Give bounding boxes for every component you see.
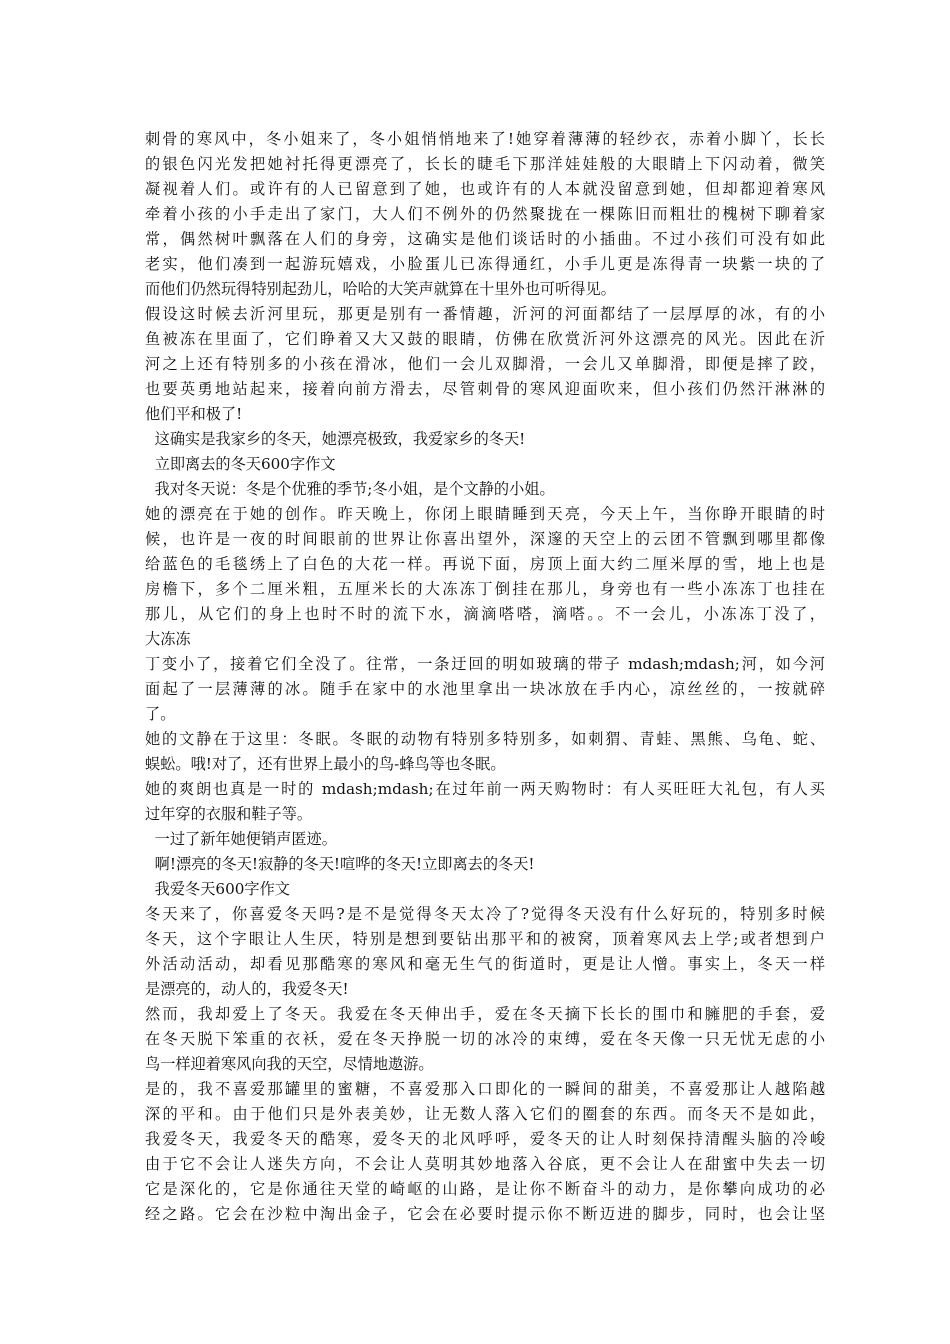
text-line: 她的文静在于这里：冬眠。冬眠的动物有特别多特别多，如刺猬、青蛙、黑熊、乌龟、蛇、	[145, 730, 825, 748]
text-line: 冬天，这个字眼让人生厌，特别是想到要钻出那平和的被窝，顶着寒风去上学;或者想到户	[145, 930, 825, 948]
text-line: 由于它不会让人迷失方向，不会让人莫明其妙地落入谷底，更不会让人在甜蜜中失去一切	[145, 1155, 825, 1173]
text-line: 丁变小了，接着它们全没了。往常，一条迂回的明如玻璃的带子 mdash;mdash;河，如今河	[145, 655, 825, 673]
text-line: 老实，他们凑到一起游玩嬉戏，小脸蛋儿已冻得通红，小手儿更是冻得青一块紫一块的了	[145, 255, 825, 273]
text-line: 它是深化的，它是你通往天堂的崎岖的山路，是让你不断奋斗的动力，是你攀向成功的必	[145, 1180, 825, 1198]
text-line: 候，也许是一夜的时间眼前的世界让你喜出望外，深邃的天空上的云团不管飘到哪里都像	[145, 530, 825, 548]
text-line: 鱼被冻在里面了，它们睁着又大又鼓的眼睛，仿佛在欣赏沂河外这漂亮的风光。因此在沂	[145, 330, 825, 348]
text-line: 蜈蚣。哦!对了，还有世界上最小的鸟-蜂鸟等也冬眠。	[145, 755, 506, 773]
text-line: 刺骨的寒风中，冬小姐来了，冬小姐悄悄地来了!她穿着薄薄的轻纱衣，赤着小脚丫，长长	[145, 130, 825, 148]
text-line: 她的爽朗也真是一时的 mdash;mdash;在过年前一两天购物时：有人买旺旺大礼包，有人买	[145, 780, 825, 798]
text-line: 我爱冬天600字作文	[145, 880, 290, 898]
text-line: 的银色闪光发把她衬托得更漂亮了，长长的睫毛下那洋娃娃般的大眼睛上下闪动着，微笑	[145, 155, 825, 173]
text-line: 在冬天脱下笨重的衣袄，爱在冬天挣脱一切的冰冷的束缚，爱在冬天像一只无忧无虑的小	[145, 1030, 825, 1048]
text-line: 是的，我不喜爱那罐里的蜜糖，不喜爱那入口即化的一瞬间的甜美，不喜爱那让人越陷越	[145, 1080, 825, 1098]
text-line: 牵着小孩的小手走出了家门，大人们不例外的仍然聚拢在一棵陈旧而粗壮的槐树下聊着家	[145, 205, 825, 223]
text-line: 立即离去的冬天600字作文	[145, 455, 336, 473]
text-line: 他们平和极了!	[145, 405, 243, 423]
text-line: 而他们仍然玩得特别起劲儿，哈哈的大笑声就算在十里外也可听得见。	[145, 280, 616, 298]
text-line: 过年穿的衣服和鞋子等。	[145, 805, 313, 823]
text-line: 了。	[145, 705, 176, 723]
text-line: 我爱冬天，我爱冬天的酷寒，爱冬天的北风呼呼，爱冬天的让人时刻保持清醒头脑的冷峻	[145, 1130, 825, 1148]
text-line: 这确实是我家乡的冬天，她漂亮极致，我爱家乡的冬天!	[145, 430, 526, 448]
text-line: 房檐下，多个二厘米粗，五厘米长的大冻冻丁倒挂在那儿，身旁也有一些小冻冻丁也挂在	[145, 580, 825, 598]
text-line: 凝视着人们。或许有的人已留意到了她，也或许有的人本就没留意到她，但却都迎着寒风	[145, 180, 825, 198]
text-line: 经之路。它会在沙粒中淘出金子，它会在必要时提示你不断迈进的脚步，同时，也会让坚	[145, 1205, 825, 1223]
text-line: 那儿，从它们的身上也时不时的流下水，滴滴嗒嗒，滴嗒。。不一会儿，小冻冻丁没了，	[145, 605, 825, 623]
text-line: 常，偶然树叶飘落在人们的身旁，这确实是他们谈话时的小插曲。不过小孩们可没有如此	[145, 230, 825, 248]
text-line: 外活动活动，却看见那酷寒的寒风和毫无生气的街道时，更是让人憎。事实上，冬天一样	[145, 955, 825, 973]
text-line: 假设这时候去沂河里玩，那更是别有一番情趣，沂河的河面都结了一层厚厚的冰，有的小	[145, 305, 825, 323]
text-line: 冬天来了，你喜爱冬天吗?是不是觉得冬天太冷了?觉得冬天没有什么好玩的，特别多时候	[145, 905, 825, 923]
text-line: 然而，我却爱上了冬天。我爱在冬天伸出手，爱在冬天摘下长长的围巾和臃肥的手套，爱	[145, 1005, 825, 1023]
text-line: 面起了一层薄薄的冰。随手在家中的水池里拿出一块冰放在手内心，凉丝丝的，一按就碎	[145, 680, 825, 698]
text-line: 一过了新年她便销声匿迹。	[145, 830, 337, 848]
text-line: 大冻冻	[145, 630, 191, 648]
text-line: 我对冬天说：冬是个优雅的季节;冬小姐，是个文静的小姐。	[145, 480, 555, 498]
text-line: 深的平和。由于他们只是外表美妙，让无数人落入它们的圈套的东西。而冬天不是如此，	[145, 1105, 825, 1123]
text-line: 鸟一样迎着寒风向我的天空，尽情地遨游。	[145, 1055, 434, 1073]
text-line: 是漂亮的，动人的，我爱冬天!	[145, 980, 349, 998]
text-line: 也要英勇地站起来，接着向前方滑去，尽管刺骨的寒风迎面吹来，但小孩们仍然汗淋淋的	[145, 380, 825, 398]
text-line: 给蓝色的毛毯绣上了白色的大花一样。再说下面，房顶上面大约二厘米厚的雪，地上也是	[145, 555, 825, 573]
text-line: 河之上还有特别多的小孩在滑冰，他们一会儿双脚滑，一会儿又单脚滑，即便是摔了跤，	[145, 355, 825, 373]
text-line: 啊!漂亮的冬天!寂静的冬天!喧哗的冬天!立即离去的冬天!	[145, 855, 535, 873]
text-line: 她的漂亮在于她的创作。昨天晚上，你闭上眼睛睡到天亮，今天上午，当你睁开眼睛的时	[145, 505, 825, 523]
document-body	[145, 127, 825, 1227]
